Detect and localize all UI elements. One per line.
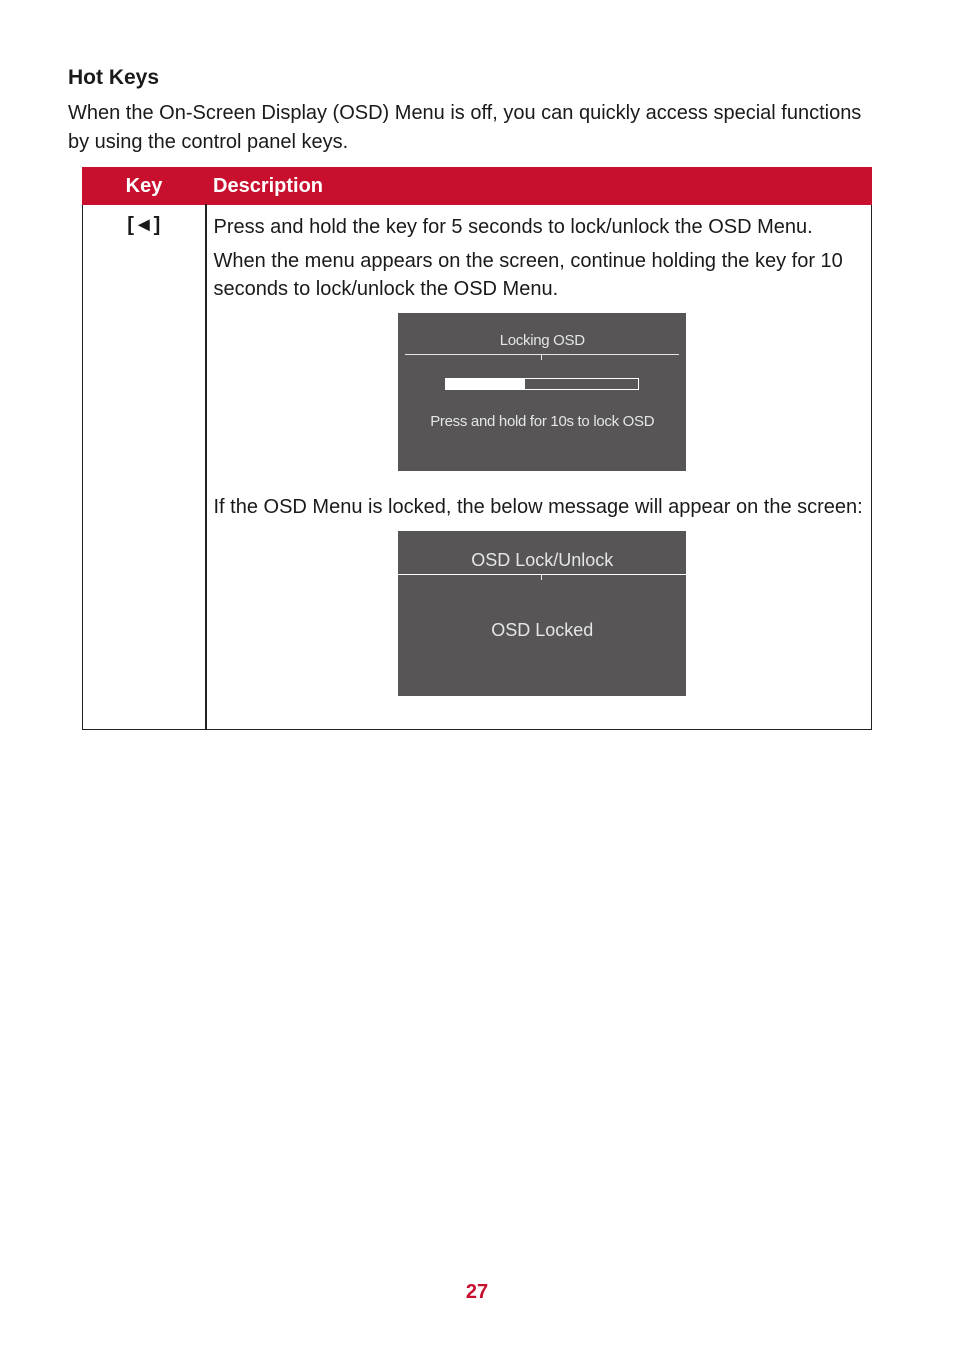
table-header-row (83, 168, 872, 205)
description-line-1: Press and hold the key for 5 seconds to lock/unlock the OSD Menu. (213, 216, 813, 238)
page-number: 27 (465, 1281, 489, 1303)
osd-divider-tick (541, 355, 542, 360)
column-header-description: Description (206, 168, 872, 205)
osd-locked-title: OSD Lock/Unlock (471, 550, 614, 570)
spacer (214, 471, 866, 493)
osd-locked-screenshot (398, 531, 686, 696)
osd-divider-tick (541, 575, 542, 580)
hotkeys-table (82, 167, 872, 730)
key-cell: [◄] (83, 205, 206, 730)
osd-locking-screenshot (398, 313, 686, 471)
osd-divider (398, 574, 686, 575)
osd-locking-title: Locking OSD (499, 332, 585, 349)
osd-locking-message: Press and hold for 10s to lock OSD (430, 413, 655, 430)
column-header-key: Key (83, 168, 206, 205)
lock-progress-fill (446, 379, 525, 389)
osd-divider (405, 354, 679, 355)
description-cell (206, 205, 872, 730)
osd-locked-message: OSD Locked (491, 620, 594, 640)
description-line-3: If the OSD Menu is locked, the below message will appear on the screen: (213, 496, 863, 518)
description-line-2: When the menu appears on the screen, continue holding the key for 10 seconds to lock/unlock the OSD Menu. (213, 250, 843, 300)
table-row (83, 205, 872, 730)
lock-progress-bar (445, 378, 639, 390)
intro-paragraph: When the On-Screen Display (OSD) Menu is off, you can quickly access special functions by using the control panel keys. (68, 102, 862, 153)
section-heading: Hot Keys (68, 66, 160, 89)
